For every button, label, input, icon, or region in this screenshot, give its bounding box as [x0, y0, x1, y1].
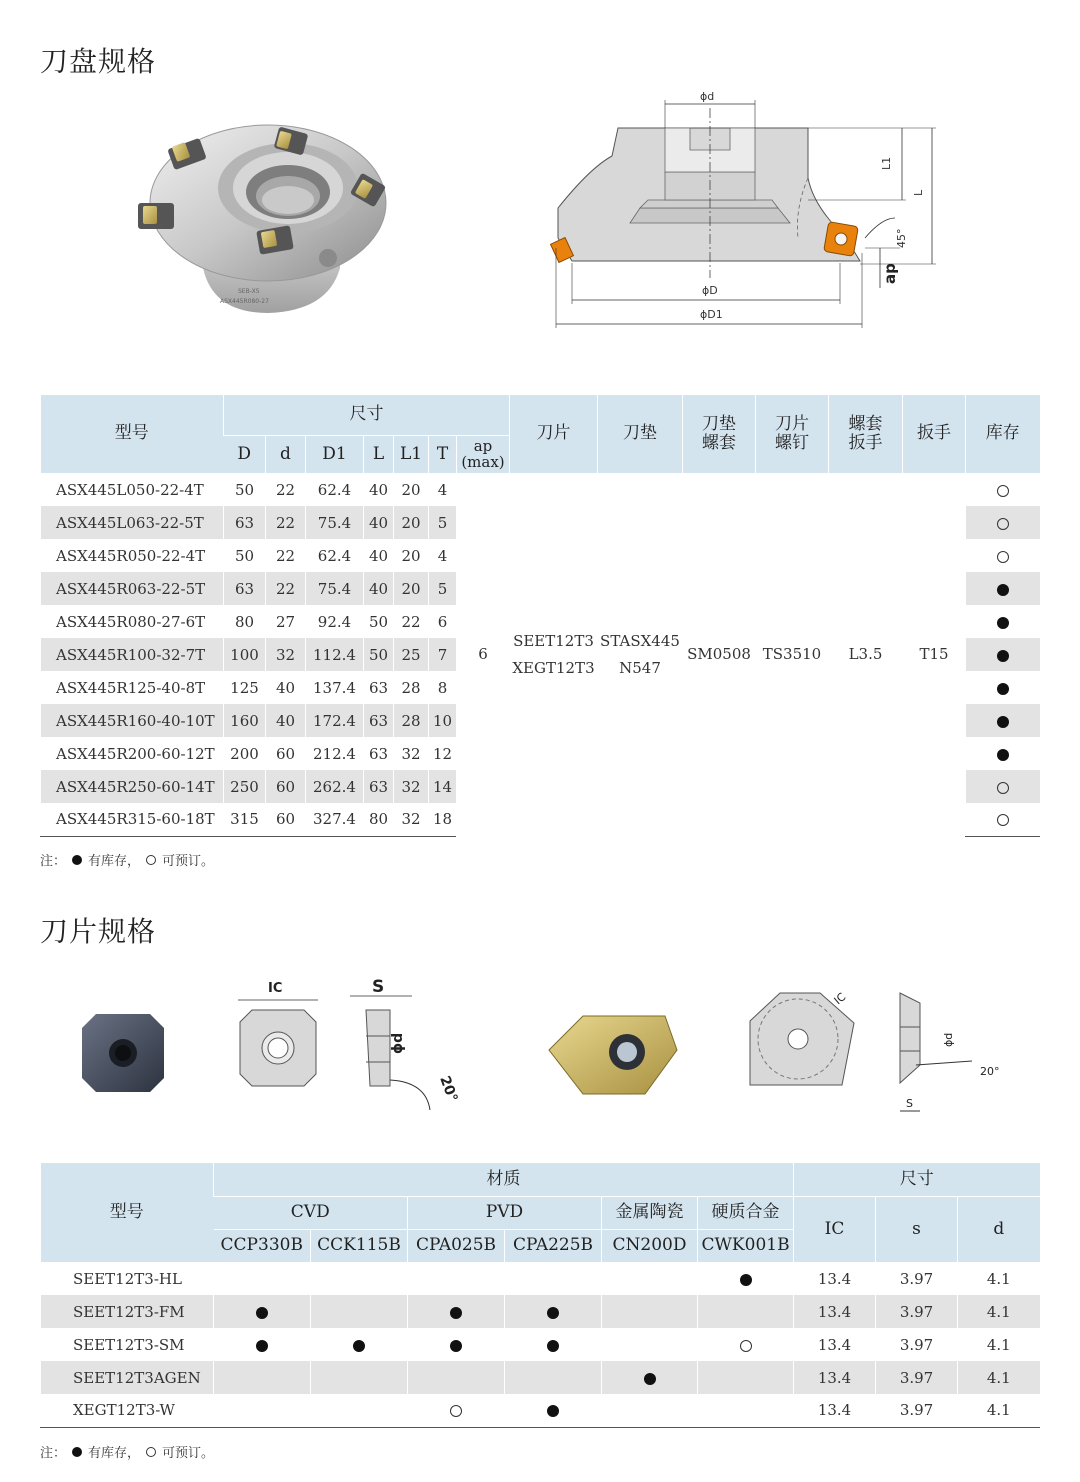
cell-stock	[966, 704, 1040, 737]
cell-T: 6	[429, 605, 457, 638]
table-row	[41, 1262, 1040, 1295]
cell-T: 12	[429, 737, 457, 770]
cell-L1: 32	[394, 803, 429, 836]
orderable-icon	[997, 782, 1009, 794]
cell-grade-mark	[408, 1394, 505, 1427]
cell-L: 40	[364, 506, 394, 539]
cell-grade-mark	[505, 1394, 602, 1427]
cell-wrench: T15	[903, 473, 966, 836]
cell-stock	[966, 671, 1040, 704]
th-sleeve-wrench: 螺套 扳手	[829, 395, 903, 473]
cell-L1: 25	[394, 638, 429, 671]
cutter-drawing	[550, 88, 950, 333]
th-sub-L: L	[364, 435, 394, 473]
insert2-ic-label: IC	[831, 990, 849, 1008]
in-stock-icon	[547, 1340, 559, 1352]
cell-D: 200	[224, 737, 266, 770]
section-title-insert: 刀片规格	[40, 915, 157, 948]
th-pad-sleeve: 刀垫 螺套	[683, 395, 756, 473]
cell-T: 5	[429, 572, 457, 605]
th-sub-d: d	[266, 435, 306, 473]
th2-grade: CCK115B	[311, 1229, 408, 1262]
in-stock-icon	[256, 1307, 268, 1319]
in-stock-icon	[450, 1307, 462, 1319]
cell-grade-mark	[311, 1295, 408, 1328]
cell-D: 63	[224, 506, 266, 539]
table-row	[41, 1328, 1040, 1361]
stock-note-1	[40, 850, 214, 869]
th-size: 尺寸	[224, 395, 510, 435]
stock-note-2	[40, 1442, 214, 1461]
cell-D: 50	[224, 473, 266, 506]
cell-L: 50	[364, 605, 394, 638]
orderable-icon	[997, 485, 1009, 497]
th2-group-cvd: CVD	[214, 1196, 408, 1229]
insert1-phi-label: ϕd	[390, 1032, 406, 1054]
note-full-text: 有库存，	[88, 854, 141, 869]
full-circle-icon	[72, 1447, 82, 1457]
cell-D1: 62.4	[306, 539, 364, 572]
cell-D1: 327.4	[306, 803, 364, 836]
cell-stock	[966, 539, 1040, 572]
note-prefix: 注：	[40, 854, 67, 869]
th2-group-carbide: 硬质合金	[698, 1196, 794, 1229]
cell-d: 22	[266, 473, 306, 506]
cell-d: 4.1	[958, 1262, 1040, 1295]
cell-s: 3.97	[876, 1361, 958, 1394]
cell-insert-screw: TS3510	[756, 473, 829, 836]
cell-D: 80	[224, 605, 266, 638]
cell-D1: 137.4	[306, 671, 364, 704]
orderable-icon	[450, 1405, 462, 1417]
cell-L1: 20	[394, 572, 429, 605]
cell-d: 32	[266, 638, 306, 671]
cell-L: 63	[364, 671, 394, 704]
cell-T: 8	[429, 671, 457, 704]
in-stock-icon	[547, 1307, 559, 1319]
cell-D1: 262.4	[306, 770, 364, 803]
cell-d: 22	[266, 539, 306, 572]
th-sub-L1: L1	[394, 435, 429, 473]
in-stock-icon	[997, 716, 1009, 728]
cell-L: 40	[364, 572, 394, 605]
cell-L: 50	[364, 638, 394, 671]
cell-D1: 112.4	[306, 638, 364, 671]
cell-L: 63	[364, 770, 394, 803]
th-sub-ap: ap (max)	[457, 435, 510, 473]
cell-L1: 28	[394, 671, 429, 704]
cell-s: 3.97	[876, 1262, 958, 1295]
cell-d: 4.1	[958, 1295, 1040, 1328]
cell-IC: 13.4	[794, 1295, 876, 1328]
full-circle-icon	[72, 855, 82, 865]
cell-grade-mark	[214, 1295, 311, 1328]
cell-d: 40	[266, 704, 306, 737]
cell-L1: 22	[394, 605, 429, 638]
cell-d: 60	[266, 770, 306, 803]
cell-d: 22	[266, 506, 306, 539]
cell-pad: STASX445 N547	[598, 473, 683, 836]
cell-model: XEGT12T3-W	[41, 1394, 214, 1427]
cell-grade-mark	[602, 1361, 698, 1394]
cell-IC: 13.4	[794, 1394, 876, 1427]
cell-s: 3.97	[876, 1394, 958, 1427]
cell-model: ASX445R200-60-12T	[41, 737, 224, 770]
cutter-photo	[128, 118, 390, 318]
cell-grade-mark	[214, 1394, 311, 1427]
cell-L: 40	[364, 473, 394, 506]
cell-d: 60	[266, 737, 306, 770]
cell-d: 60	[266, 803, 306, 836]
cell-stock	[966, 605, 1040, 638]
cell-sleeve-wrench: L3.5	[829, 473, 903, 836]
cell-model: ASX445R160-40-10T	[41, 704, 224, 737]
cell-L1: 28	[394, 704, 429, 737]
note-empty-text: 可预订。	[162, 1446, 215, 1461]
insert1-angle-label: 20°	[436, 1073, 461, 1105]
cell-grade-mark	[505, 1361, 602, 1394]
empty-circle-icon	[146, 1447, 156, 1457]
cell-grade-mark	[602, 1328, 698, 1361]
insert2-s-label: S	[906, 1097, 913, 1110]
cell-grade-mark	[698, 1361, 794, 1394]
cell-grade-mark	[408, 1328, 505, 1361]
cell-D: 50	[224, 539, 266, 572]
cell-grade-mark	[408, 1361, 505, 1394]
note-prefix: 注：	[40, 1446, 67, 1461]
cell-T: 4	[429, 539, 457, 572]
dim-L1-label: L1	[880, 156, 893, 170]
cell-model: ASX445R080-27-6T	[41, 605, 224, 638]
cell-grade-mark	[698, 1394, 794, 1427]
insert2-phi-label: ϕd	[942, 1032, 955, 1047]
section-title-cutter: 刀盘规格	[40, 45, 157, 78]
cell-grade-mark	[311, 1328, 408, 1361]
orderable-icon	[740, 1340, 752, 1352]
cell-stock	[966, 638, 1040, 671]
dim-ap-label: ap	[881, 263, 899, 284]
orderable-icon	[997, 518, 1009, 530]
th2-group-pvd: PVD	[408, 1196, 602, 1229]
cell-stock	[966, 770, 1040, 803]
cell-grade-mark	[214, 1328, 311, 1361]
th2-size: 尺寸	[794, 1163, 1040, 1196]
note-empty-text: 可预订。	[162, 854, 215, 869]
cutter-engraving-model: ASX445R080-27	[220, 298, 269, 305]
cell-grade-mark	[311, 1394, 408, 1427]
cell-L: 80	[364, 803, 394, 836]
cell-T: 5	[429, 506, 457, 539]
cell-D1: 92.4	[306, 605, 364, 638]
insert2-angle-label: 20°	[980, 1065, 1000, 1078]
th2-group-cermet: 金属陶瓷	[602, 1196, 698, 1229]
dim-D-label: ϕD	[702, 284, 718, 297]
cell-grade-mark	[408, 1295, 505, 1328]
cell-L1: 20	[394, 539, 429, 572]
insert1-ic-label: IC	[268, 981, 283, 996]
cell-model: ASX445R100-32-7T	[41, 638, 224, 671]
in-stock-icon	[256, 1340, 268, 1352]
cell-grade-mark	[214, 1361, 311, 1394]
th-sub-T: T	[429, 435, 457, 473]
table-row	[41, 1394, 1040, 1427]
cell-d: 4.1	[958, 1328, 1040, 1361]
cell-grade-mark	[602, 1262, 698, 1295]
th-model: 型号	[41, 395, 224, 473]
insert-spec-table	[40, 1163, 1040, 1428]
cutter-engraving: SEB-X5	[238, 288, 260, 295]
orderable-icon	[997, 551, 1009, 563]
cell-D: 250	[224, 770, 266, 803]
cell-grade-mark	[602, 1394, 698, 1427]
cell-s: 3.97	[876, 1328, 958, 1361]
cell-model: SEET12T3-FM	[41, 1295, 214, 1328]
cell-D1: 62.4	[306, 473, 364, 506]
cell-grade-mark	[214, 1262, 311, 1295]
cell-grade-mark	[698, 1295, 794, 1328]
cell-pad-sleeve: SM0508	[683, 473, 756, 836]
in-stock-icon	[997, 650, 1009, 662]
insert1-s-label: S	[372, 977, 385, 997]
cell-model: SEET12T3-HL	[41, 1262, 214, 1295]
cell-model: ASX445R250-60-14T	[41, 770, 224, 803]
cell-d: 22	[266, 572, 306, 605]
cell-D: 100	[224, 638, 266, 671]
cell-grade-mark	[602, 1295, 698, 1328]
insert-drawing-gold	[740, 985, 1000, 1120]
cell-L1: 20	[394, 506, 429, 539]
in-stock-icon	[997, 749, 1009, 761]
cell-L: 63	[364, 704, 394, 737]
empty-circle-icon	[146, 855, 156, 865]
cell-d: 40	[266, 671, 306, 704]
cell-d: 4.1	[958, 1394, 1040, 1427]
orderable-icon	[997, 814, 1009, 826]
th-insert-screw: 刀片 螺钉	[756, 395, 829, 473]
cell-grade-mark	[408, 1262, 505, 1295]
insert-drawing-square	[230, 970, 470, 1120]
cell-stock	[966, 803, 1040, 836]
th-insert: 刀片	[510, 395, 598, 473]
cell-IC: 13.4	[794, 1262, 876, 1295]
cell-model: ASX445R050-22-4T	[41, 539, 224, 572]
cell-D1: 212.4	[306, 737, 364, 770]
in-stock-icon	[997, 617, 1009, 629]
cell-D: 125	[224, 671, 266, 704]
cell-model: ASX445L050-22-4T	[41, 473, 224, 506]
table-row	[41, 473, 1040, 506]
cell-model: SEET12T3AGEN	[41, 1361, 214, 1394]
dim-D1-label: ϕD1	[700, 308, 723, 321]
in-stock-icon	[547, 1405, 559, 1417]
dim-angle-label: 45°	[895, 228, 908, 248]
in-stock-icon	[644, 1373, 656, 1385]
cell-stock	[966, 506, 1040, 539]
cell-D: 63	[224, 572, 266, 605]
cell-stock	[966, 572, 1040, 605]
cell-IC: 13.4	[794, 1328, 876, 1361]
table-row	[41, 1361, 1040, 1394]
cell-IC: 13.4	[794, 1361, 876, 1394]
cell-D1: 75.4	[306, 506, 364, 539]
cell-stock	[966, 473, 1040, 506]
th2-material: 材质	[214, 1163, 794, 1196]
th2-grade: CWK001B	[698, 1229, 794, 1262]
cell-T: 10	[429, 704, 457, 737]
insert-photo-square	[78, 1008, 168, 1096]
th2-model: 型号	[41, 1163, 214, 1262]
cell-model: SEET12T3-SM	[41, 1328, 214, 1361]
cell-grade-mark	[698, 1262, 794, 1295]
cell-D1: 172.4	[306, 704, 364, 737]
cell-D: 315	[224, 803, 266, 836]
th2-dim-d: d	[958, 1196, 1040, 1262]
th2-grade: CN200D	[602, 1229, 698, 1262]
cell-model: ASX445L063-22-5T	[41, 506, 224, 539]
cell-T: 14	[429, 770, 457, 803]
cell-L1: 32	[394, 770, 429, 803]
th-stock: 库存	[966, 395, 1040, 473]
cell-s: 3.97	[876, 1295, 958, 1328]
th-pad: 刀垫	[598, 395, 683, 473]
th-wrench: 扳手	[903, 395, 966, 473]
cell-d: 4.1	[958, 1361, 1040, 1394]
dim-L-label: L	[912, 189, 925, 196]
cell-model: ASX445R125-40-8T	[41, 671, 224, 704]
cell-L1: 20	[394, 473, 429, 506]
dim-d-label: ϕd	[700, 90, 715, 103]
cell-grade-mark	[505, 1262, 602, 1295]
th2-dim-ic: IC	[794, 1196, 876, 1262]
cell-grade-mark	[311, 1361, 408, 1394]
th-sub-D1: D1	[306, 435, 364, 473]
cell-T: 18	[429, 803, 457, 836]
cell-d: 27	[266, 605, 306, 638]
in-stock-icon	[353, 1340, 365, 1352]
cutter-spec-table	[40, 395, 1040, 837]
cell-D: 160	[224, 704, 266, 737]
cell-model: ASX445R315-60-18T	[41, 803, 224, 836]
note-full-text: 有库存，	[88, 1446, 141, 1461]
cell-L: 40	[364, 539, 394, 572]
th2-grade: CPA225B	[505, 1229, 602, 1262]
cell-insert: SEET12T3 XEGT12T3	[510, 473, 598, 836]
th2-grade: CCP330B	[214, 1229, 311, 1262]
cell-L: 63	[364, 737, 394, 770]
in-stock-icon	[997, 584, 1009, 596]
cell-ap: 6	[457, 473, 510, 836]
in-stock-icon	[740, 1274, 752, 1286]
in-stock-icon	[997, 683, 1009, 695]
cell-model: ASX445R063-22-5T	[41, 572, 224, 605]
in-stock-icon	[450, 1340, 462, 1352]
cell-stock	[966, 737, 1040, 770]
cell-grade-mark	[505, 1328, 602, 1361]
insert-photo-gold	[545, 1010, 680, 1100]
cell-T: 4	[429, 473, 457, 506]
cell-L1: 32	[394, 737, 429, 770]
th2-dim-s: s	[876, 1196, 958, 1262]
cell-grade-mark	[505, 1295, 602, 1328]
th-sub-D: D	[224, 435, 266, 473]
cell-D1: 75.4	[306, 572, 364, 605]
cell-grade-mark	[311, 1262, 408, 1295]
cell-grade-mark	[698, 1328, 794, 1361]
table-row	[41, 1295, 1040, 1328]
th2-grade: CPA025B	[408, 1229, 505, 1262]
cell-T: 7	[429, 638, 457, 671]
